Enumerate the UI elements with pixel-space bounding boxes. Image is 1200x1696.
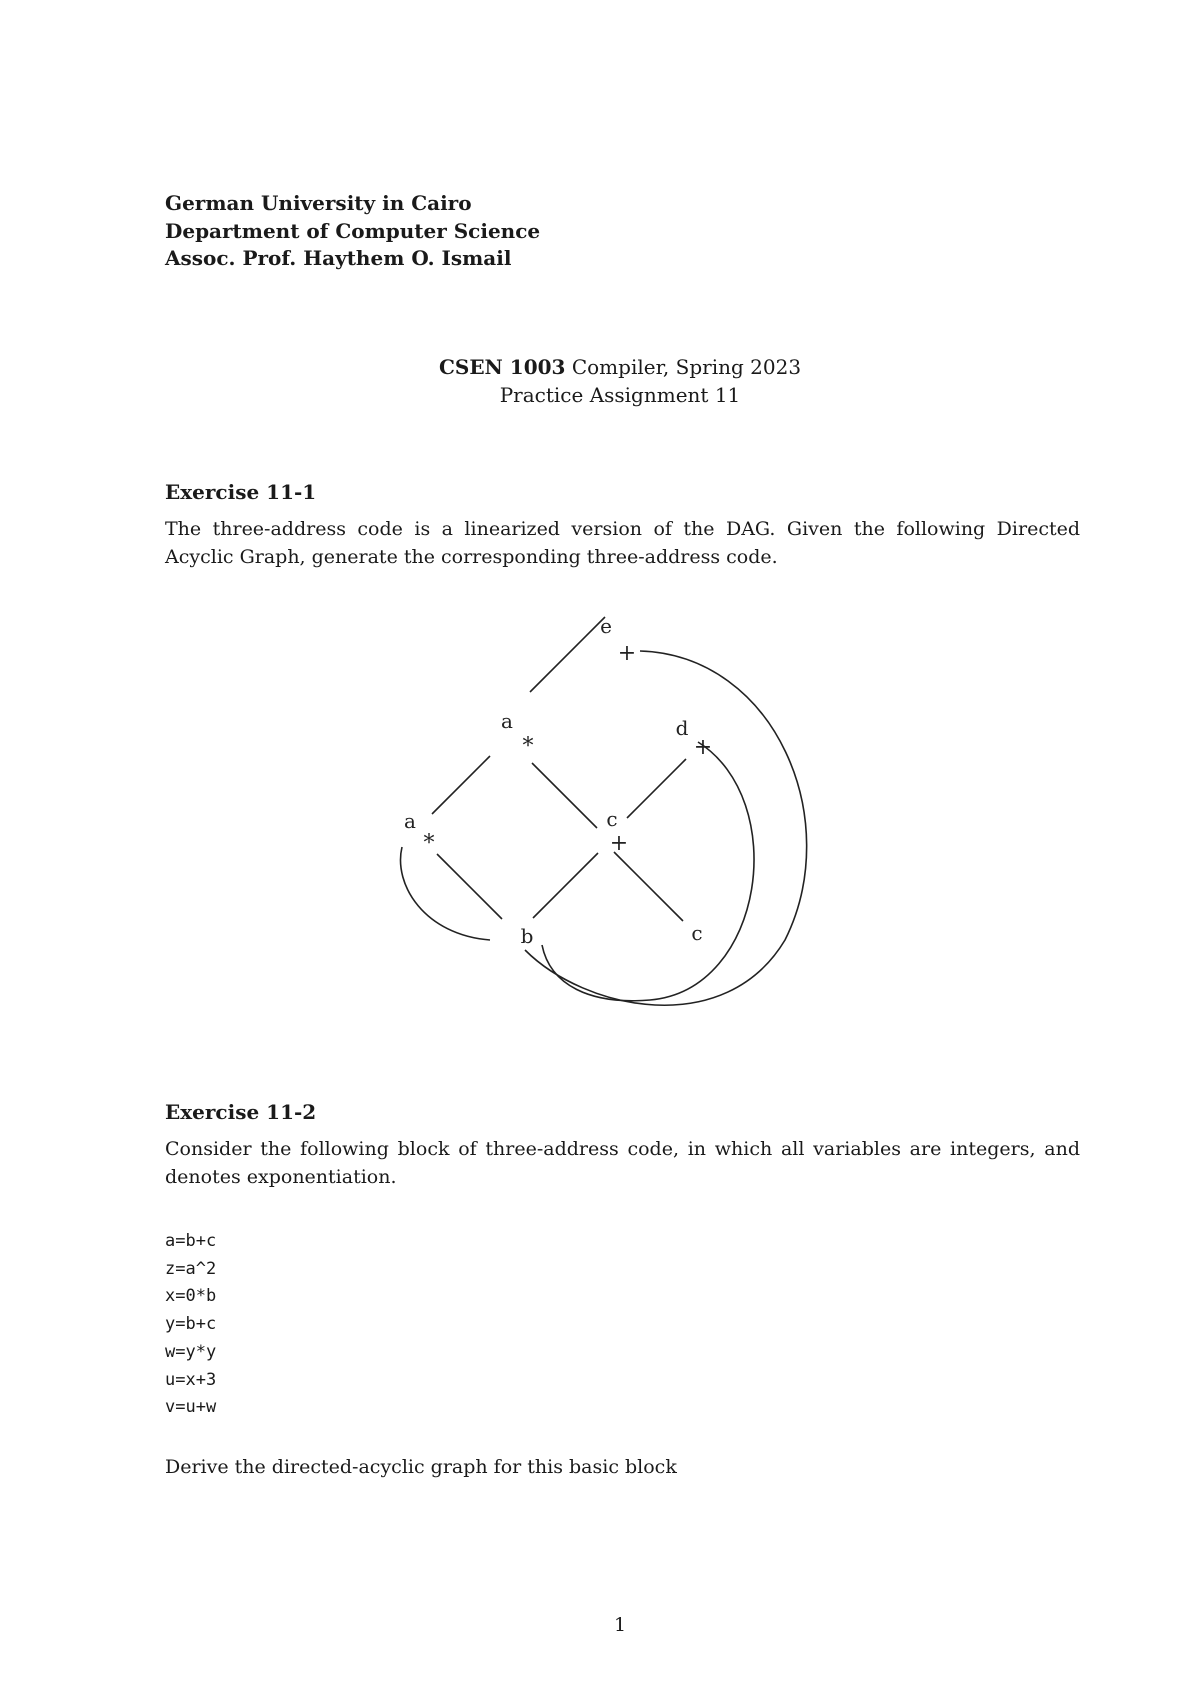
three-address-code-block: [165, 1228, 216, 1422]
edge-d-c: [627, 759, 686, 818]
code-line: z=a^2: [165, 1258, 217, 1279]
document-header: [165, 190, 540, 273]
node-d-label: d: [675, 716, 689, 740]
node-c1-label: c: [606, 807, 618, 831]
dag-edges: [401, 617, 807, 1005]
page-number: 1: [613, 1614, 627, 1636]
node-e-op: +: [617, 641, 637, 666]
code-line: x=0*b: [165, 1286, 217, 1307]
professor-name: Assoc. Prof. Haythem O. Ismail: [165, 246, 512, 270]
exercise-2-closing: Derive the directed-acyclic graph for this basic block: [165, 1456, 677, 1478]
code-line: v=u+w: [165, 1397, 217, 1418]
code-line: y=b+c: [165, 1314, 217, 1335]
edge-d-b-curve: [542, 742, 754, 1001]
exercise-1-title: Exercise 11-1: [165, 480, 317, 504]
exercise-2-title: Exercise 11-2: [165, 1100, 317, 1124]
edge-e-a: [530, 617, 605, 692]
edge-a-c: [532, 763, 597, 828]
university-name: German University in Cairo: [165, 191, 472, 215]
code-line: u=x+3: [165, 1369, 217, 1390]
dag-labels: [404, 614, 712, 948]
node-a2-label: a: [404, 809, 416, 833]
course-title: Compiler, Spring 2023: [571, 355, 802, 379]
course-block: [0, 354, 1200, 409]
exercise-2-text: Consider the following block of three-address code, in which all variables are integers, and denotes exponentiation.: [165, 1138, 1080, 1188]
node-a2-op: *: [423, 831, 435, 856]
code-line: w=y*y: [165, 1341, 217, 1362]
course-code: CSEN 1003: [438, 355, 566, 379]
node-e-label: e: [600, 614, 612, 638]
exercise-1-text: The three-address code is a linearized version of the DAG. Given the following Directed Acyclic Graph, generate the corresponding three-address code.: [165, 518, 1080, 568]
node-a1-op: *: [522, 734, 534, 759]
edge-e-b-curve: [522, 651, 807, 1005]
department-name: Department of Computer Science: [165, 218, 541, 243]
edge-c-b: [533, 853, 598, 918]
node-d-op: +: [693, 735, 713, 760]
code-line: a=b+c: [165, 1231, 217, 1251]
edge-a-a: [432, 756, 490, 814]
edge-a-b: [437, 854, 502, 919]
assignment-title: Practice Assignment 11: [499, 382, 741, 407]
node-a1-label: a: [501, 709, 513, 733]
edge-c-c: [614, 852, 683, 921]
course-title-line: [0, 354, 1200, 382]
node-c2-label: c: [691, 921, 703, 945]
edge-a-b-curve: [401, 847, 490, 940]
node-c1-op: +: [609, 831, 629, 856]
node-b-label: b: [520, 924, 534, 948]
